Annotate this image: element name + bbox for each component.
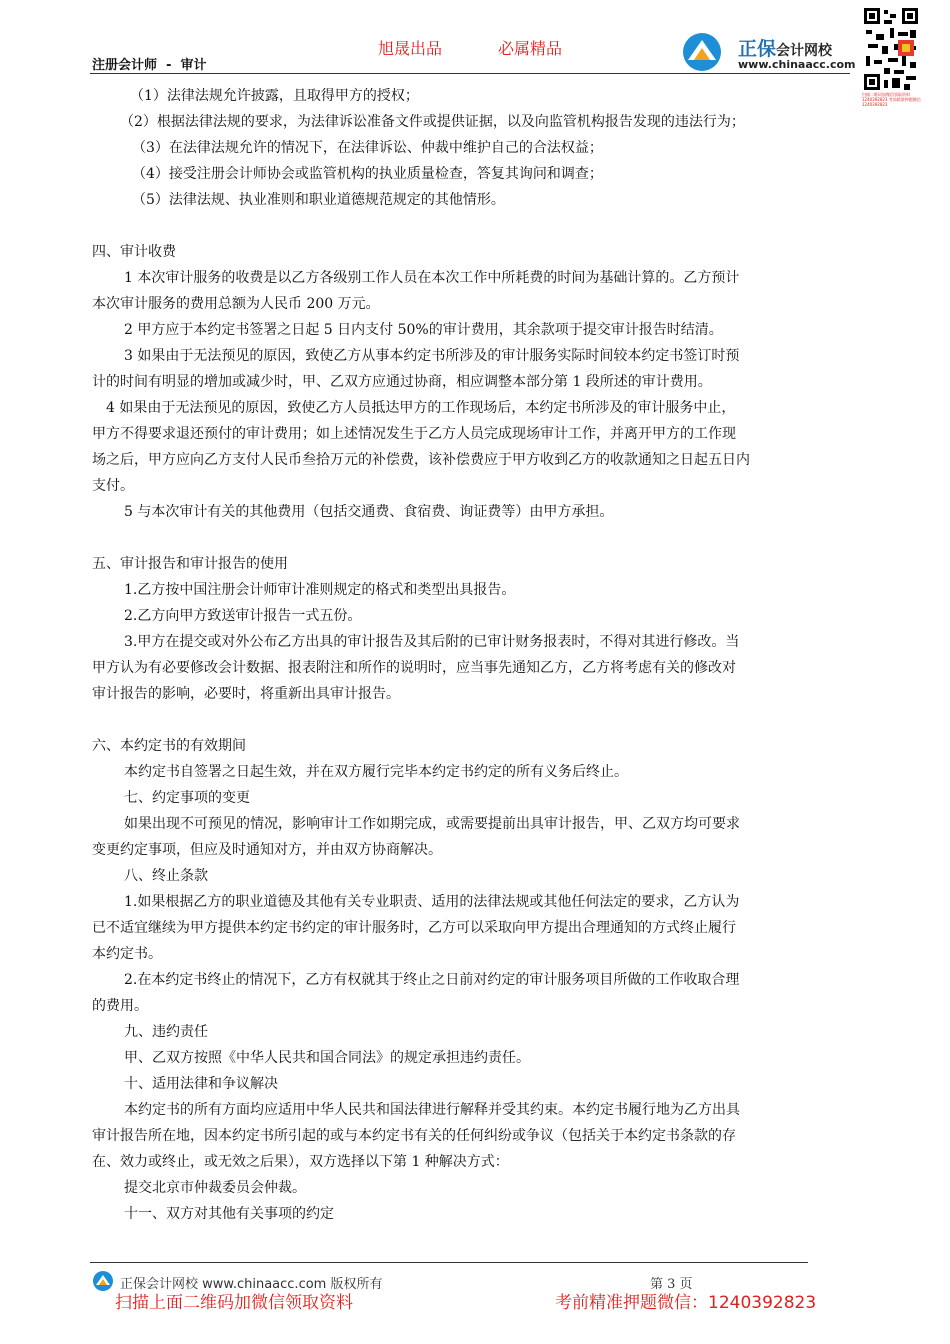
text-line: 2 甲方应于本约定书签署之日起 5 日内支付 50%的审计费用，其余款项于提交审计报告时结清。 xyxy=(124,322,723,338)
text-line: 本约定书自签署之日起生效，并在双方履行完毕本约定书约定的所有义务后终止。 xyxy=(124,764,628,780)
footer-divider xyxy=(90,1262,808,1263)
slogan-right: 必属精品 xyxy=(498,39,563,58)
text-line: 四、审计收费 xyxy=(92,244,176,260)
doc-title: 注册会计师 - 审计 xyxy=(92,58,207,73)
text-line: 审计报告的影响，必要时，将重新出具审计报告。 xyxy=(92,686,400,702)
text-line: 已不适宜继续为甲方提供本约定书约定的审计服务时，乙方可以采取向甲方提出合理通知的方式终止履行 xyxy=(92,920,736,936)
text-line: 3 如果由于无法预见的原因，致使乙方从事本约定书所涉及的审计服务实际时间较本约定书签订时预 xyxy=(124,348,740,364)
logo-emblem-icon xyxy=(680,32,730,72)
logo-url: www.chinaacc.com xyxy=(738,58,856,71)
text-line: 的费用。 xyxy=(92,998,148,1014)
text-line: 5 与本次审计有关的其他费用（包括交通费、食宿费、询证费等）由甲方承担。 xyxy=(124,504,614,520)
footer-promo-left: 扫描上面二维码加微信领取资料 xyxy=(115,1293,353,1313)
footer-logo-icon xyxy=(92,1270,116,1292)
text-line: 变更约定事项，但应及时通知对方，并由双方协商解决。 xyxy=(92,842,442,858)
text-line: 本次审计服务的费用总额为人民币 200 万元。 xyxy=(92,296,380,312)
qr-code xyxy=(862,6,920,92)
text-line: 计的时间有明显的增加或减少时，甲、乙双方应通过协商，相应调整本部分第 1 段所述的审计费用。 xyxy=(92,374,712,390)
text-line: 审计报告所在地，因本约定书所引起的或与本约定书有关的任何纠纷或争议（包括关于本约定书条款的存 xyxy=(92,1128,736,1144)
text-line: （5）法律法规、执业准则和职业道德规范规定的其他情形。 xyxy=(132,192,505,208)
text-line: 十、适用法律和争议解决 xyxy=(124,1076,278,1092)
text-line: （2）根据法律法规的要求，为法律诉讼准备文件或提供证据，以及向监管机构报告发现的违法行为； xyxy=(120,114,745,130)
qr-code-icon xyxy=(862,6,920,92)
footer-copyright: 正保会计网校 www.chinaacc.com 版权所有 xyxy=(120,1277,383,1292)
text-line: 1.乙方按中国注册会计师审计准则规定的格式和类型出具报告。 xyxy=(124,582,516,598)
text-line: （4）接受注册会计师协会或监管机构的执业质量检查，答复其询问和调查； xyxy=(132,166,603,182)
text-line: 在、效力或终止，或无效之后果），双方选择以下第 1 种解决方式： xyxy=(92,1154,509,1170)
qr-caption: 扫描二维码加微信领取资料 1240392823 考前精准押题微信 1240392823 xyxy=(862,92,921,107)
text-line: 本约定书。 xyxy=(92,946,162,962)
text-line: （1）法律法规允许披露，且取得甲方的授权； xyxy=(130,88,419,104)
text-line: 2.在本约定书终止的情况下，乙方有权就其于终止之日前对约定的审计服务项目所做的工作收取合理 xyxy=(124,972,740,988)
text-line: 2.乙方向甲方致送审计报告一式五份。 xyxy=(124,608,362,624)
text-line: 甲方不得要求退还预付的审计费用；如上述情况发生于乙方人员完成现场审计工作，并离开甲方的工作现 xyxy=(92,426,736,442)
text-line: 五、审计报告和审计报告的使用 xyxy=(92,556,288,572)
text-line: 九、违约责任 xyxy=(124,1024,208,1040)
text-line: 如果出现不可预见的情况，影响审计工作如期完成，或需要提前出具审计报告，甲、乙双方均可要求 xyxy=(124,816,740,832)
header-divider xyxy=(90,73,850,74)
text-line: 4 如果由于无法预见的原因，致使乙方人员抵达甲方的工作现场后，本约定书所涉及的审计服务中止， xyxy=(106,400,736,416)
slogan-left: 旭晟出品 xyxy=(378,39,443,58)
text-line: 十一、双方对其他有关事项的约定 xyxy=(124,1206,334,1222)
text-line: 甲方认为有必要修改会计数据、报表附注和所作的说明时，应当事先通知乙方，乙方将考虑有关的修改对 xyxy=(92,660,736,676)
text-line: 3.甲方在提交或对外公布乙方出具的审计报告及其后附的已审计财务报表时，不得对其进行修改。当 xyxy=(124,634,740,650)
text-line: 甲、乙双方按照《中华人民共和国合同法》的规定承担违约责任。 xyxy=(124,1050,530,1066)
text-line: 支付。 xyxy=(92,478,134,494)
text-line: 六、本约定书的有效期间 xyxy=(92,738,246,754)
text-line: 八、终止条款 xyxy=(124,868,208,884)
footer-promo-right: 考前精准押题微信：1240392823 xyxy=(555,1293,817,1313)
text-line: 提交北京市仲裁委员会仲裁。 xyxy=(124,1180,306,1196)
text-line: 场之后，甲方应向乙方支付人民币叁拾万元的补偿费，该补偿费应于甲方收到乙方的收款通知之日起五日内 xyxy=(92,452,750,468)
logo-name: 正保会计网校 xyxy=(738,38,833,60)
text-line: 1 本次审计服务的收费是以乙方各级别工作人员在本次工作中所耗费的时间为基础计算的。乙方预计 xyxy=(124,270,740,286)
text-line: 1.如果根据乙方的职业道德及其他有关专业职责、适用的法律法规或其他任何法定的要求，乙方认为 xyxy=(124,894,740,910)
page-number: 第 3 页 xyxy=(650,1277,693,1292)
text-line: 七、约定事项的变更 xyxy=(124,790,250,806)
text-line: 本约定书的所有方面均应适用中华人民共和国法律进行解释并受其约束。本约定书履行地为乙方出具 xyxy=(124,1102,740,1118)
text-line: （3）在法律法规允许的情况下，在法律诉讼、仲裁中维护自己的合法权益； xyxy=(132,140,603,156)
